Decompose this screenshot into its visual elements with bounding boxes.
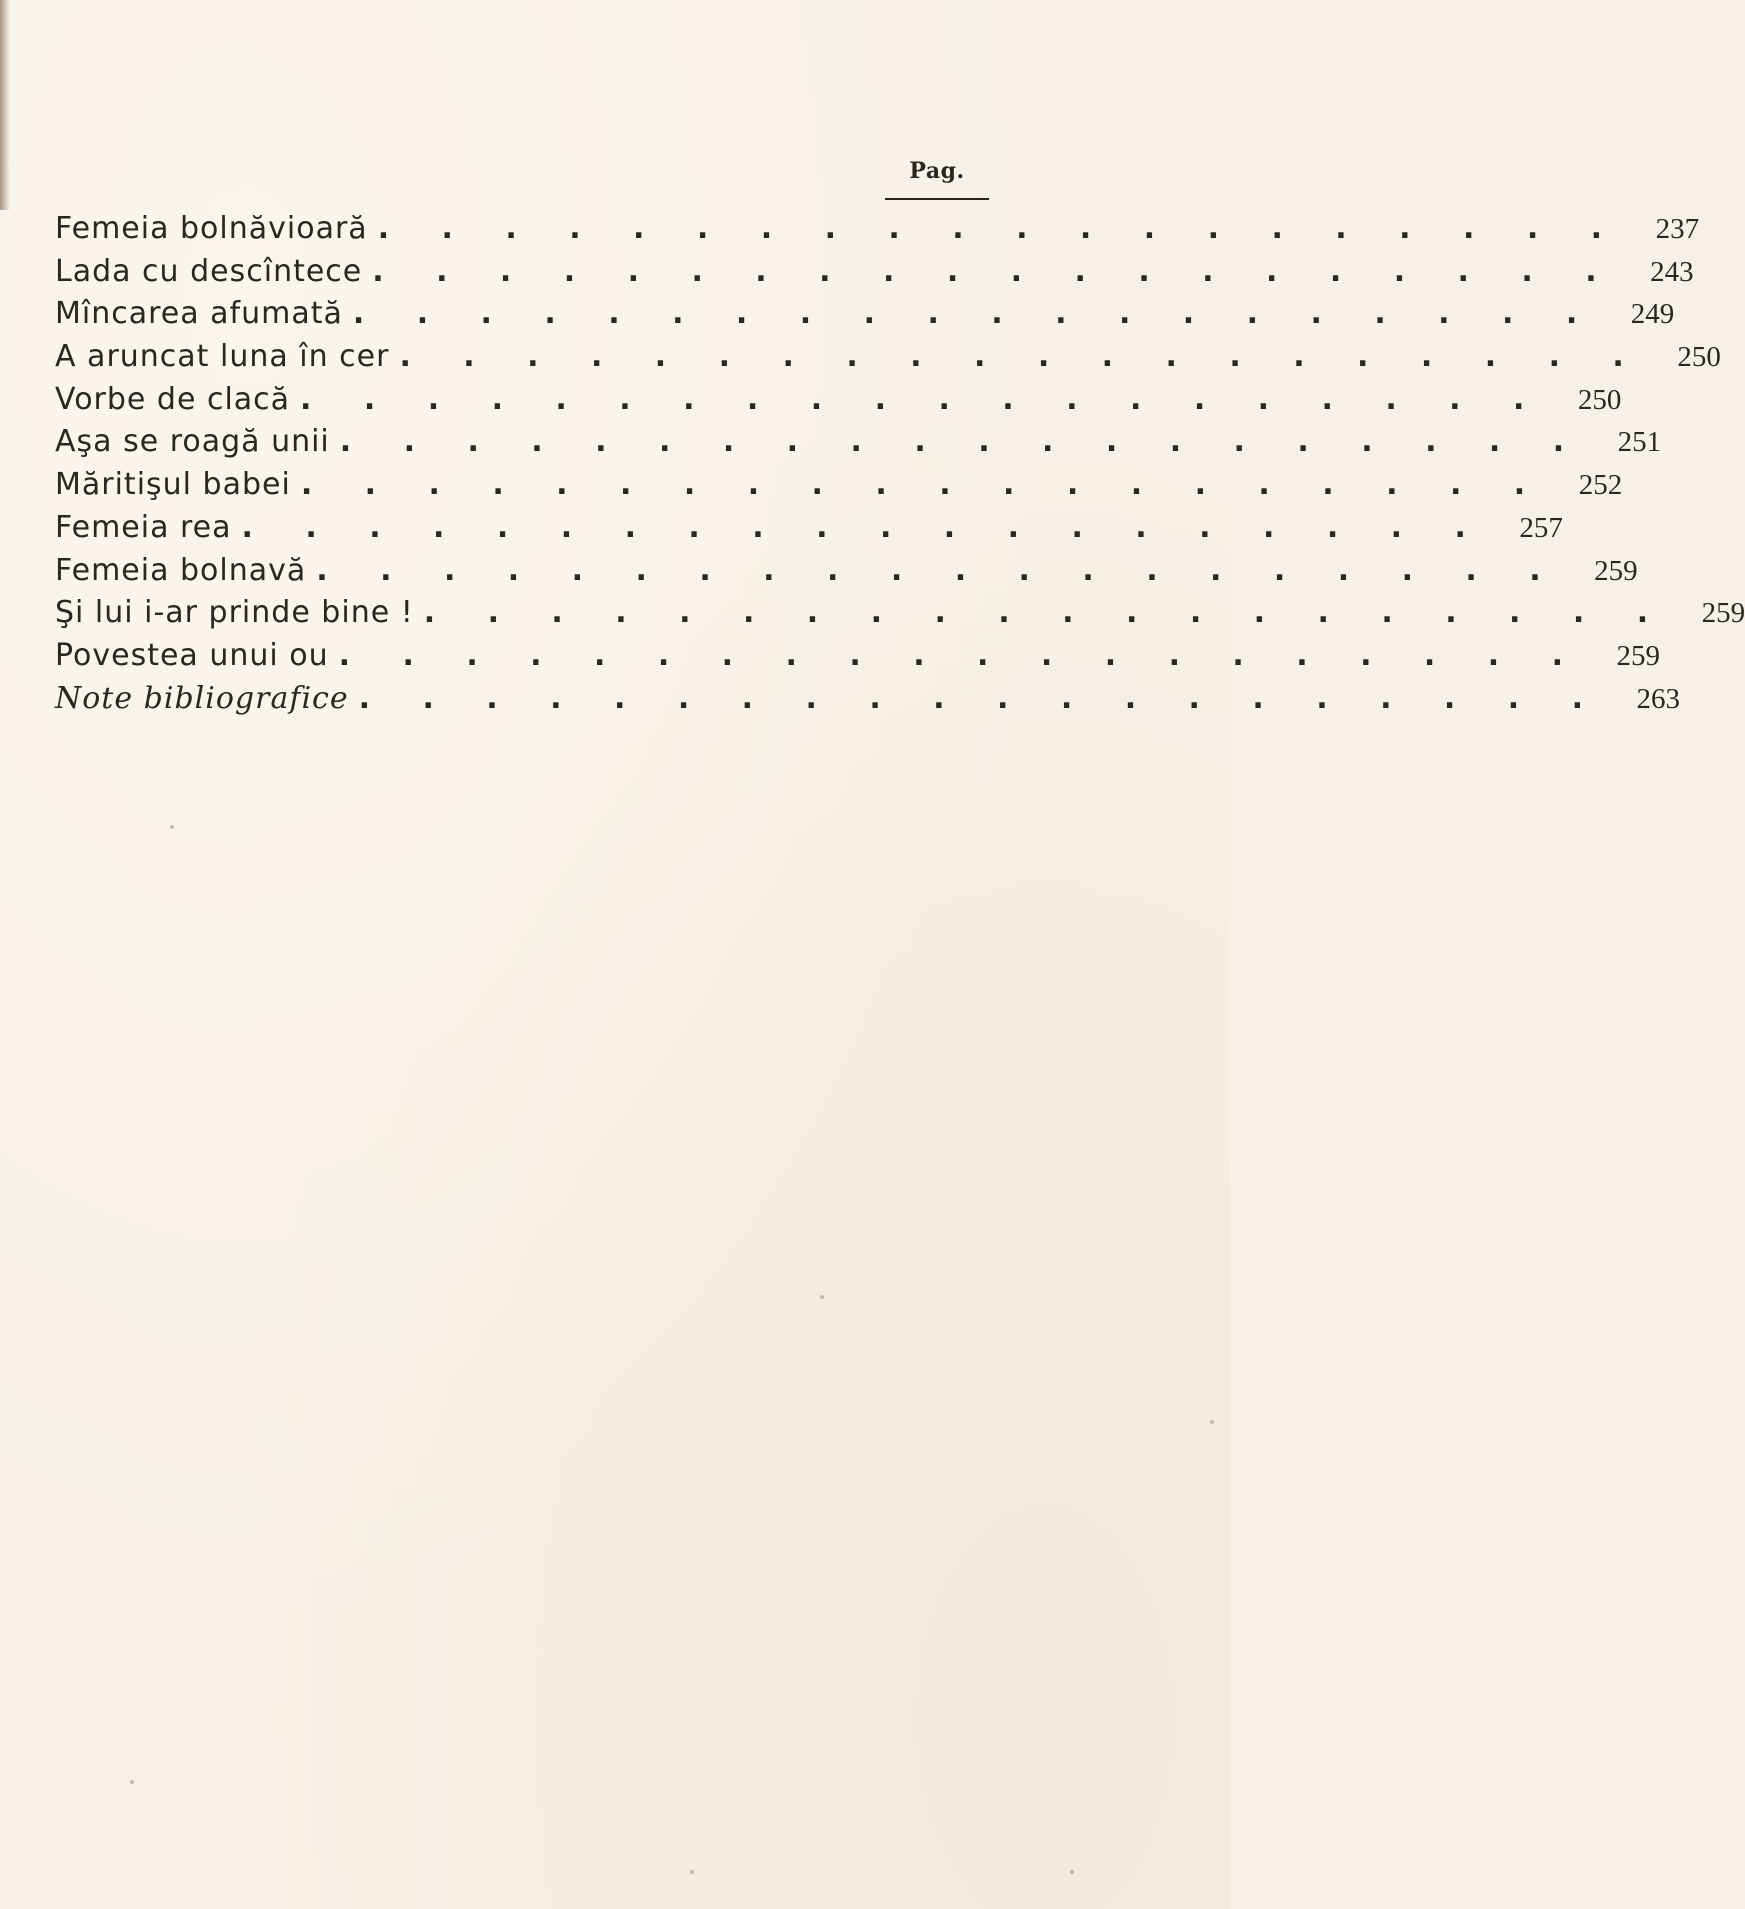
toc-entry-title: Femeia rea: [55, 509, 232, 545]
paper-speck: [130, 1780, 134, 1784]
toc-entry[interactable]: [55, 336, 1721, 379]
toc-leader-dots: . . . . . . . . . . . . . . . . . . . .: [241, 509, 1487, 545]
toc-entry-page: 243: [1650, 255, 1694, 288]
toc-leader-dots: . . . . . . . . . . . . . . . . . . . .: [399, 339, 1645, 375]
toc-entry[interactable]: [55, 208, 1700, 251]
toc-entry-page: 237: [1655, 213, 1700, 245]
toc-entry[interactable]: [55, 592, 1745, 635]
paper-speck: [1210, 1420, 1214, 1424]
paper-speck: [1070, 1870, 1074, 1874]
toc-leader-dots: . . . . . . . . . . . . . . . . . . . .: [352, 296, 1599, 332]
toc-entry-page: 252: [1578, 469, 1623, 502]
toc-entry[interactable]: [55, 251, 1694, 294]
toc-entry-page: 257: [1519, 511, 1563, 544]
toc-entry-title: Note bibliografice: [55, 680, 349, 716]
toc-entry-page: 259: [1701, 597, 1745, 630]
toc-entry-page: 249: [1630, 298, 1675, 331]
toc-entry-page: 250: [1677, 341, 1721, 374]
toc-entry[interactable]: [55, 379, 1622, 422]
paper-speck: [170, 825, 174, 829]
toc-entry-page: 263: [1636, 682, 1680, 715]
toc-leader-dots: . . . . . . . . . . . . . . . . . . . .: [300, 381, 1546, 417]
toc-entry[interactable]: [55, 550, 1638, 593]
toc-leader-dots: . . . . . . . . . . . . . . . . . . . .: [338, 637, 1585, 673]
toc-entry[interactable]: [55, 635, 1661, 678]
toc-entry-page: 251: [1617, 426, 1662, 459]
toc-entry-page: 259: [1616, 639, 1661, 672]
toc-entry[interactable]: [55, 678, 1680, 721]
paper-speck: [820, 1295, 824, 1299]
toc-entry-title: Şi lui i-ar prinde bine !: [55, 595, 414, 631]
page-edge-stain: [0, 0, 10, 210]
toc-entry-title: Lada cu descîntece: [55, 253, 363, 289]
table-of-contents: [55, 208, 1745, 720]
toc-entry-title: A aruncat luna în cer: [55, 339, 390, 375]
toc-entry-title: Mîncarea afumată: [55, 296, 343, 332]
toc-entry-title: Aşa se roagă unii: [55, 424, 330, 460]
toc-entry-page: 259: [1594, 554, 1638, 587]
toc-entry-title: Vorbe de clacă: [55, 381, 291, 417]
toc-entry-title: Femeia bolnavă: [55, 552, 307, 588]
toc-entry-page: 250: [1577, 383, 1622, 416]
toc-entry[interactable]: [55, 464, 1623, 507]
header-underline: [885, 198, 989, 200]
toc-leader-dots: . . . . . . . . . . . . . . . . . . . .: [377, 211, 1624, 246]
toc-entry-title: Măritişul babei: [55, 467, 291, 503]
toc-leader-dots: . . . . . . . . . . . . . . . . . . . .: [316, 552, 1562, 588]
toc-entry[interactable]: [55, 421, 1662, 464]
page-column-header: Pag.: [909, 158, 965, 184]
toc-entry-title: Povestea unui ou: [55, 637, 329, 673]
toc-leader-dots: . . . . . . . . . . . . . . . . . . . .: [372, 253, 1618, 289]
paper-speck: [690, 1870, 694, 1874]
toc-leader-dots: . . . . . . . . . . . . . . . . . . . .: [358, 680, 1604, 716]
toc-leader-dots: . . . . . . . . . . . . . . . . . . . .: [423, 595, 1670, 631]
toc-leader-dots: . . . . . . . . . . . . . . . . . . . .: [339, 424, 1586, 460]
toc-entry[interactable]: [55, 507, 1563, 550]
toc-entry[interactable]: [55, 293, 1675, 336]
toc-entry-title: Femeia bolnăvioară: [55, 211, 368, 246]
toc-leader-dots: . . . . . . . . . . . . . . . . . . . .: [300, 467, 1547, 503]
